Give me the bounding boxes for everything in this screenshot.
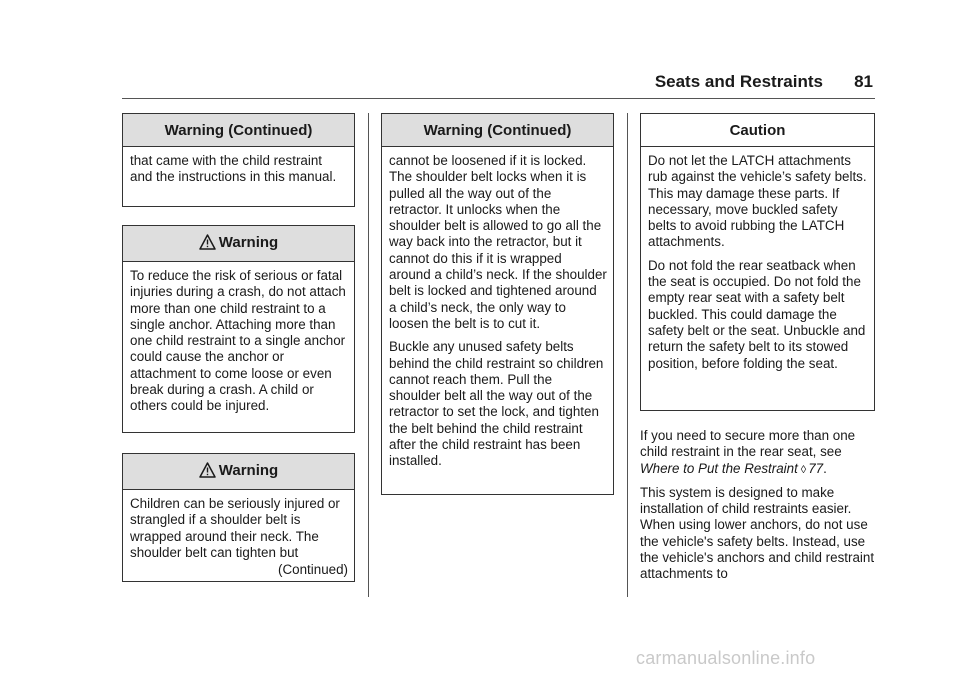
watermark: carmanualsonline.info xyxy=(636,648,816,668)
continued-label: (Continued) xyxy=(278,562,348,578)
body-paragraph xyxy=(640,428,878,478)
warning-triangle-icon xyxy=(199,234,216,254)
box-header xyxy=(123,454,354,490)
box-body: that came with the child restraint and the instructions in this manual. xyxy=(130,153,337,185)
page-number: 81 xyxy=(854,72,873,91)
caution-box xyxy=(640,113,875,411)
box-paragraph: Do not let the LATCH attachments rub against the vehicle’s safety belts. This may damage these parts. If necessary, move buckled safety belts to avoid rubbing the LATCH attachments. xyxy=(648,153,867,250)
warning-box xyxy=(122,225,355,433)
warning-continued-box xyxy=(122,113,355,207)
cross-reference-link[interactable] xyxy=(640,461,823,476)
warning-continued-box xyxy=(381,113,614,495)
body-paragraph: This system is designed to make installation of child restraints easier. When using lower anchors, do not use the vehicle's safety belts. Instead, use the vehicle's anchors and child restraint attachments to xyxy=(640,484,875,582)
xref-title[interactable]: Where to Put the Restraint xyxy=(640,460,798,476)
box-body: Children can be seriously injured or strangled if a shoulder belt is wrapped around their neck. The shoulder belt can tighten but xyxy=(130,496,340,560)
warning-box xyxy=(122,453,355,582)
page-header xyxy=(122,72,875,99)
xref-page[interactable]: 77 xyxy=(808,460,824,476)
box-paragraph: Do not fold the rear seatback when the seat is occupied. Do not fold the empty rear seat with a safety belt buckled. This could damage the safety belt or the seat. Unbuckle and return the safety belt to its stowed position, before folding the seat. xyxy=(648,257,866,371)
box-paragraph: Buckle any unused safety belts behind the child restraint so children cannot reach them. Pull the shoulder belt all the way out of the retractor to set the lock, and tighten the belt behind the child restraint after the child restraint has been installed. xyxy=(389,339,604,469)
box-title: Caution xyxy=(641,114,874,147)
box-title: Warning xyxy=(218,234,279,251)
box-paragraph: cannot be loosened if it is locked. The shoulder belt locks when it is pulled all the way out of the retractor. It unlocks when the shoulder belt is allowed to go all the way back into the retractor, but it cannot do this if it is wrapped around a child’s neck. If the shoulder belt is locked and tightened around a child’s neck, the only way to loosen the belt is to cut it. xyxy=(389,153,607,331)
box-title: Warning (Continued) xyxy=(123,114,354,147)
section-title: Seats and Restraints xyxy=(654,72,823,91)
box-header xyxy=(123,226,354,262)
column-divider-1 xyxy=(368,113,369,597)
paragraph-punct: . xyxy=(823,460,827,476)
body-text xyxy=(640,428,878,590)
box-title: Warning (Continued) xyxy=(382,114,613,147)
warning-triangle-icon xyxy=(199,462,216,482)
paragraph-text: If you need to secure more than one child restraint in the rear seat, see xyxy=(640,428,856,460)
page-ref-icon: ◊ xyxy=(800,463,807,476)
box-body: To reduce the risk of serious or fatal injuries during a crash, do not attach more than one child restraint to a single anchor. Attaching more than one child restraint to a single anchor could cause the anchor or attachment to come loose or even break during a crash. A child or others could be injured. xyxy=(130,268,346,414)
box-title: Warning xyxy=(218,462,279,479)
column-divider-2 xyxy=(627,113,628,597)
